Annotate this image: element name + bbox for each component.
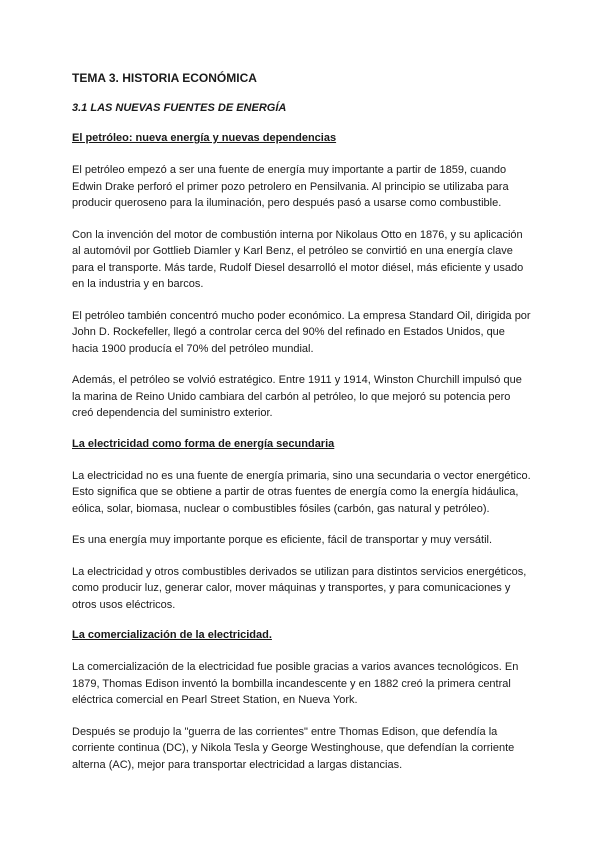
subheading-comercializacion: La comercialización de la electricidad. <box>72 629 272 641</box>
paragraph: El petróleo empezó a ser una fuente de energía muy importante a partir de 1859, cuando Edwin Drake perforó el primer pozo petrolero en Pensilvania. Al principio se utilizaba para producir queroseno para la iluminación, pero después pasó a usarse como combustible. <box>72 164 509 209</box>
subheading-electricidad: La electricidad como forma de energía secundaria <box>72 437 335 450</box>
paragraph: Es una energía muy importante porque es eficiente, fácil de transportar y muy versátil. <box>72 534 493 546</box>
document-title: TEMA 3. HISTORIA ECONÓMICA <box>72 71 257 85</box>
subheading-petroleo: El petróleo: nueva energía y nuevas dependencias <box>72 132 337 144</box>
paragraph: El petróleo también concentró mucho poder económico. La empresa Standard Oil, dirigida por John D. Rockefeller, llegó a controlar cerca del 90% del refinado en Estados Unidos, que hacia 1900 producía el 70% del petróleo mundial. <box>72 309 531 355</box>
section-title: 3.1 LAS NUEVAS FUENTES DE ENERGÍA <box>72 102 287 114</box>
paragraph: La comercialización de la electricidad fue posible gracias a varios avances tecnológicos. En 1879, Thomas Edison inventó la bombilla incandescente y en 1882 creó la primera central eléctrica comercial en Pearl Street Station, en Nueva York. <box>72 661 519 706</box>
paragraph: La electricidad no es una fuente de energía primaria, sino una secundaria o vector energético. Esto significa que se obtiene a partir de otras fuentes de energía como la energía hidáulica, eólica, solar, biomasa, nuclear o combustibles fósiles (carbón, gas natural y petróleo). <box>72 469 531 515</box>
document-body <box>72 70 532 773</box>
paragraph: La electricidad y otros combustibles derivados se utilizan para distintos servicios energéticos, como producir luz, generar calor, mover máquinas y transportes, y para comunicaciones y otros usos eléctricos. <box>72 565 527 611</box>
paragraph: Después se produjo la "guerra de las corrientes" entre Thomas Edison, que defendía la corriente continua (DC), y Nikola Tesla y George Westinghouse, que defendían la corriente alterna (AC), mejor para transportar electricidad a largas distancias. <box>72 725 515 771</box>
paragraph: Con la invención del motor de combustión interna por Nikolaus Otto en 1876, y su aplicación al automóvil por Gottlieb Diamler y Karl Benz, el petróleo se convirtió en una energía clave para el transporte. Más tarde, Rudolf Diesel desarrolló el motor diésel, más eficiente y usado en la industria y en barcos. <box>72 228 524 290</box>
paragraph: Además, el petróleo se volvió estratégico. Entre 1911 y 1914, Winston Churchill impulsó que la marina de Reino Unido cambiara del carbón al petróleo, lo que mejoró su potencia pero creó dependencia del suministro exterior. <box>72 374 522 419</box>
